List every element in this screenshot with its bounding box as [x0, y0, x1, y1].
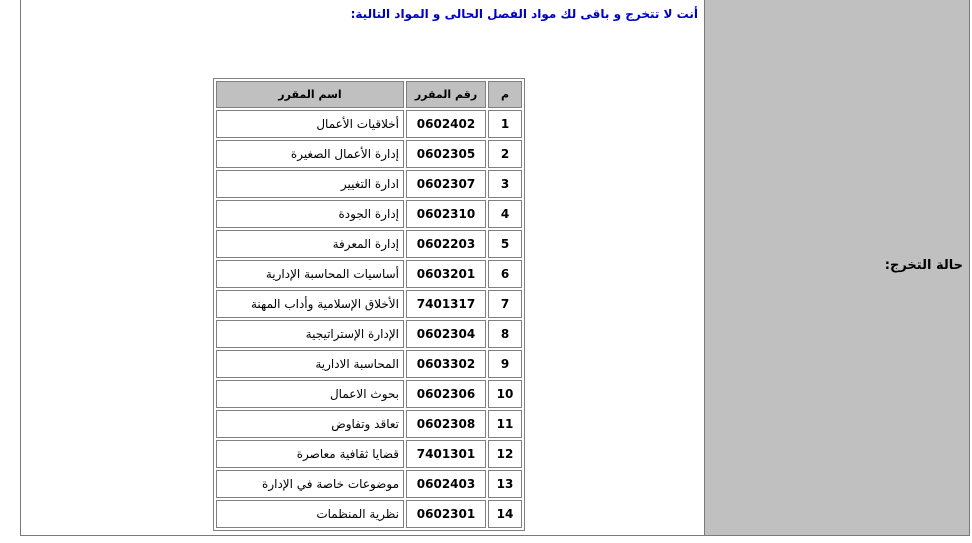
course-number: 0603201	[406, 260, 486, 288]
course-name: الأخلاق الإسلامية وأداب المهنة	[216, 290, 404, 318]
course-number: 0602203	[406, 230, 486, 258]
course-name: أساسيات المحاسبة الإدارية	[216, 260, 404, 288]
row-index: 1	[488, 110, 522, 138]
table-row	[216, 170, 522, 198]
course-number: 0603302	[406, 350, 486, 378]
header-course-name: اسم المقرر	[216, 81, 404, 108]
row-index: 5	[488, 230, 522, 258]
row-index: 7	[488, 290, 522, 318]
row-index: 6	[488, 260, 522, 288]
row-index: 3	[488, 170, 522, 198]
row-index: 11	[488, 410, 522, 438]
table-row	[216, 140, 522, 168]
course-number: 0602305	[406, 140, 486, 168]
header-course-number: رقم المقرر	[406, 81, 486, 108]
course-number: 7401317	[406, 290, 486, 318]
course-number: 0602301	[406, 500, 486, 528]
course-number: 0602403	[406, 470, 486, 498]
course-name: أخلاقيات الأعمال	[216, 110, 404, 138]
remaining-courses-message: أنت لا تتخرج و باقى لك مواد الفصل الحالى و المواد التالية:	[350, 7, 698, 21]
row-index: 14	[488, 500, 522, 528]
table-row	[216, 380, 522, 408]
row-index: 12	[488, 440, 522, 468]
row-index: 8	[488, 320, 522, 348]
content-column	[21, 0, 704, 535]
course-name: إدارة المعرفة	[216, 230, 404, 258]
course-name: نظرية المنظمات	[216, 500, 404, 528]
table-row	[216, 230, 522, 258]
course-number: 0602310	[406, 200, 486, 228]
course-name: الإدارة الإستراتيجية	[216, 320, 404, 348]
course-name: المحاسبة الادارية	[216, 350, 404, 378]
course-number: 0602308	[406, 410, 486, 438]
table-row	[216, 320, 522, 348]
course-name: قضايا ثقافية معاصرة	[216, 440, 404, 468]
course-name: موضوعات خاصة في الإدارة	[216, 470, 404, 498]
row-index: 13	[488, 470, 522, 498]
course-number: 0602307	[406, 170, 486, 198]
row-index: 10	[488, 380, 522, 408]
course-name: إدارة الأعمال الصغيرة	[216, 140, 404, 168]
course-number: 0602304	[406, 320, 486, 348]
table-body	[216, 110, 522, 528]
course-name: ادارة التغيير	[216, 170, 404, 198]
label-column	[704, 0, 969, 535]
graduation-status-label: حالة التخرج:	[884, 258, 963, 273]
table-row	[216, 290, 522, 318]
row-index: 9	[488, 350, 522, 378]
header-index: م	[488, 81, 522, 108]
course-number: 0602306	[406, 380, 486, 408]
course-name: تعاقد وتفاوض	[216, 410, 404, 438]
course-number: 7401301	[406, 440, 486, 468]
table-row	[216, 110, 522, 138]
table-header-row	[216, 81, 522, 108]
table-row	[216, 470, 522, 498]
graduation-status-panel	[20, 0, 970, 536]
table-row	[216, 500, 522, 528]
table-row	[216, 350, 522, 378]
table-row	[216, 440, 522, 468]
table-row	[216, 200, 522, 228]
table-row	[216, 410, 522, 438]
course-number: 0602402	[406, 110, 486, 138]
table-row	[216, 260, 522, 288]
course-name: إدارة الجودة	[216, 200, 404, 228]
row-index: 2	[488, 140, 522, 168]
row-index: 4	[488, 200, 522, 228]
remaining-courses-table	[213, 78, 525, 531]
course-name: بحوث الاعمال	[216, 380, 404, 408]
